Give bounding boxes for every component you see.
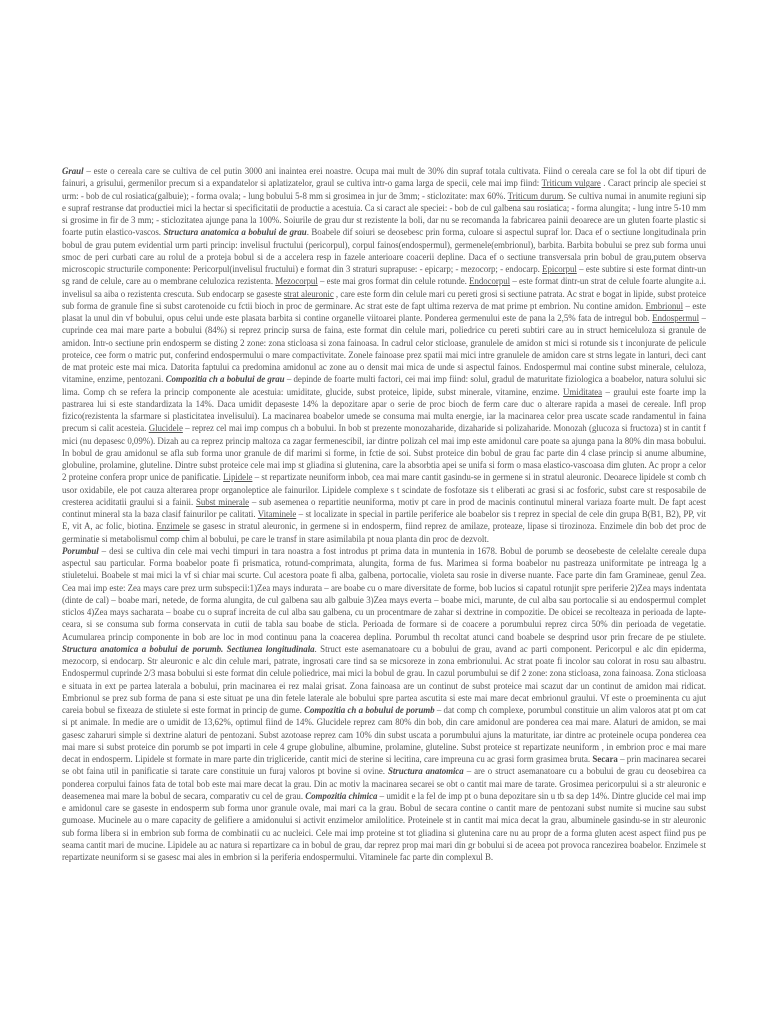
section-heading: Structura anatomica a bobului de porumb. Sectiunea longitudinala: [62, 643, 315, 654]
body-text: – cuprinde cea mai mare parte a bobului (84%) si reprez princip sursa de faina, este format din celule mari, poliedrice cu pereti subtiri care au in struct hemiceluloza si granule de amidon. Intr-o sectiune prin endosperm se disting 2 zone: zona sticloasa si zona fainoasa. In cadrul celor sticloase, granulele de amidon st mici si rotunde sis t inconjurate de pelicule proteice, cee form o matric put, conferind endospermului o mare compactivitate. Zonele fainoase prez spatii mai mici intre granulele de amidon care st strns legate in lanturi, deci cant de mat proteic este mai mica. Datorita faptului ca predomina amidonul ac zone au o densit mai mica de unde si aspectul fainos. Endospermul mai contine subst minerale, celuloza, vitamine, enzime, pentozani.: [62, 313, 706, 385]
term-label: Lipidele: [223, 472, 253, 483]
section-heading: Compozitia ch a bobului de porumb: [304, 705, 435, 715]
body-text: – st repartizate neuniform inbob, cea mai mare cantit gasindu-se in germene si in stratul aleuronic. Deoarece lipidele st comb ch usor oxidabile, ele pot cauza alterarea propr organoleptice ale fainurilor. Lipidele complexe s t scindate de fosfotaze sis t eliberati ac grasi si ac fosforic, subst care st resposabile de cresterea aciditatii graului si a fainii.: [62, 472, 706, 507]
section-heading: Structura anatomica a bobului de grau: [163, 227, 307, 238]
body-text: – dat comp ch complexe, porumbul constituie un alim valoros atat pt om cat si pt animale. In medie are o umidit de 13,62%, optimul fiind de 14%. Glucidele reprez cam 80% din bob, din care amidonul are ponderea cea mai mare. Alaturi de amidon, se mai gasesc zaharuri simple si dextrine alaturi de pentozani. Subst azotoase reprez cam 10% din subst uscata a porumbului ajuns la maturitate, iar dintre ac proteinele ocupa ponderea cea mai mare si subst proteice din porumb se pot imparti in cele 4 grupe globuline, albumine, prolamine, gluteline. Subst proteice st repartizate neuniform , in embrion proc e mai mare decat in endosperm. Lipidele st formate in mare parte din trigliceride, cantit mici de sterine si lecitina, care impreuna cu ac grasi form grasimea bruta.: [62, 705, 706, 764]
term-label: Endocorpul: [469, 276, 511, 287]
body-text: – prin macinarea secarei se obt faina util in panificatie si tarate care constituie un furaj valoros pt bovine si ovine.: [62, 754, 706, 777]
paragraph: [62, 165, 706, 545]
term-label: Subst minerale: [195, 496, 250, 507]
term-label: Glucidele: [148, 423, 183, 434]
term-label: Mezocorpul: [275, 276, 318, 287]
term-label: Enzimele: [156, 521, 190, 532]
body-text: – este o cereala care se cultiva de cel putin 3000 ani inaintea erei noastre. Ocupa mai mult de 30% din supraf totala cultivata. Fiind o cereala care se fol la obt dif tipuri de fainuri, a grisului, germenilor precum si a expandatelor si aplatizatelor, graul se cultiva intr-o gama larga de specii, cele mai imp fiind:: [62, 166, 706, 189]
body-text: se gasesc in stratul aleuronic, in germene si in endosperm, fiind reprez de amilaze, proteaze, lipase si tirozinoza. Enzimele din bob det proc de germinatie si metabolismul comp chim al bobului, pe care le transf in stare asimilabila pt noua planta din proc de dezvolt.: [62, 521, 706, 544]
body-text: . Caract princip ale speciei st urm: - bob de cul rosiatica(galbuie); - forma ovala; - lung bobului 5-8 mm si grosimea in jur de 3mm; - sticlozitate: max 60%.: [62, 178, 706, 201]
body-text: – depinde de foarte multi factori, cei mai imp fiind: solul, gradul de maturitate fiziologica a boabelor, natura solului sic lima. Comp ch se refera la princip componente ale acestuia: umiditate, glucide, subst proteice, lipide, subst minerale, vitamine, enzime.: [62, 374, 706, 397]
term-label: Endospermul: [652, 313, 700, 323]
term-label: Vitaminele: [257, 509, 297, 519]
body-text: – umidit e la fel de imp pt o buna depozitare sin u tb sa dep 14%. Dintre glucide cel mai imp e amidonul care se gaseste in endosperm sub forma unor granule ovale, mai mari ca la grau. Bobul de secara contine o cantit mare de pentozani subst numite si mucine sau subst gumoase. Mucinele au o mare capacity de gelifiere a amidonului si activit enzimelor amilolitice. Proteinele st in cantit mai mica decat la grau, albuminele gasindu-se in str aleuronic sub forma libera si in embrion sub forma de combinatii cu ac nucleici. Cele mai imp proteine st tot gliadina si glutenina care nu au propr de a forma gluten acest aspect fiind pus pe seama cantit mari de mucine. Lipidele au ac natura si repartizare ca in bobul de grau, dar reprez prop mai mari din gr bobului si de aceea pot provoca rancezirea boabelor. Enzimele st repartizate neuniform si se gasesc mai ales in embrion si la periferia endospermului. Vitaminele fac parte din complexul B.: [62, 790, 706, 862]
body-text: – are o struct asemanatoare cu a bobului de grau cu deosebirea ca ponderea corpului fainos fata de total bob este mai mare decat la grau. Din ac motiv la macinarea secarei se obt o cantit mai mare de tarate. Grosimea pericorpului si a str aleuronic e deasemenea mai mare la bobul de secara, comparativ cu cel de grau.: [62, 766, 706, 801]
term-label: Epicorpul: [542, 264, 577, 274]
body-text: – st localizate in special in partile periferice ale boabelor sis t reprez in special de cele din grupa B(B1, B2), PP, vit E, vit A, ac folic, biotina.: [62, 509, 706, 532]
section-heading: Compozitia chimica: [305, 790, 378, 801]
term-label: Embrionul: [645, 300, 684, 311]
section-heading: Porumbul: [62, 545, 99, 556]
body-text: – sub asemenea o repartitie neuniforma, motiv pt care in prod de macinis continutul mineral variaza foarte mult. De fapt acest continut mineral sta la baza clasif fainurilor pe calitati.: [62, 496, 706, 519]
document-page: [62, 165, 706, 985]
section-heading: Graul: [62, 166, 84, 176]
body-text: – desi se cultiva din cele mai vechi timpuri in tara noastra a fost introdus pt prima data in muntenia in 1678. Bobul de porumb se deosebeste de celelalte cereale dupa aspectul sau particular. Forma boabelor poate fi prismatica, rotund-comprimata, alungita, forma de fus. Marimea si forma boabelor nu pastreaza uniformitate pe intreaga lg a stiuletelui. Boabele st mai mici la vf si chiar mai scurte. Cul acestora poate fi alba, galbena, portocalie, violeta sau rosie in diverse nuante. Face parte din fam Gramineae, genul Zea. Cea mai imp este: Zea mays care prez urm subspecii:1)Zea mays indurata – are boabe cu o mare diversitate de forme, bob lucios si capatul rotunjit spre periferie 2)Zea mays indentata (dinte de cal) – boabe mari, netede, de forma alungita, de cul galbena sau alb galbuie 3)Zea mays everta – boabe mici, marunte, de cul alba sau portocalie si au endospermul complet sticlos 4)Zea mays sacharata – boabe cu o supraf increita de cul alba sau galbena, cu un procentmare de zahar si dextrine in compozitie. De obicei se recolteaza in perioada de lapte-ceara, si se consuma sub forma conservata in cutii de tabla sau boabe de sticla. Perioada de formare si de coacere a porumbului reprez circa 50% din perioada de vegetatie. Acumularea princip componente in bob are loc in mod continuu pana la coacerea deplina. Porumbul th recoltat atunci cand boabele se desprind usor prin frecare de pe stiulete.: [62, 545, 706, 642]
term-label: Umiditatea: [563, 386, 603, 397]
term-label: strat aleuronic: [283, 288, 334, 299]
body-text: – graului este foarte imp la pastrarea lui si este standardizata la 14%. Daca umidit depaseste 14% la depozitare apar o serie de proc bioch de ferm care duc o alterare rapida a masei de cereale. Infl prop fizico(rezistenta la sfarmare si plasticitatea invelisului). La macinarea boabelor umede se consuma mai multa energie, iar la macinarea celor prea uscate scade randamentul in faina precum si calit acesteia.: [62, 386, 706, 434]
paragraph: [62, 545, 706, 864]
body-text: – este subtire si este format dintr-un sg rand de celule, care au o membrane celulozica rezistenta.: [62, 264, 706, 287]
body-text: – este mai gros format din celule rotunde.: [317, 276, 470, 287]
body-text: . Se cultiva numai in anumite regiuni sip e supraf restranse dat productiei mici la hectar si specificitatii de productie a acestuia. Ca si caract ale speciei: - bob de cul galbena sau rosiatica; - forma alungita; - lung intre 5-10 mm si grosime in fir de 3 mm; - sticlozitatea ajunge pana la 100%. Soiurile de grau dur st rezistente la boli, dar nu se recomanda la fabricarea painii deoarece are un gluten foarte plastic si foarte putin elastico-vascos.: [62, 190, 706, 238]
section-heading: Structura anatomica: [387, 766, 464, 777]
section-heading: Compozitia ch a bobului de grau: [165, 374, 285, 385]
body-text: – este plasat la unul din vf bobului, opus celui unde este plasata barbita si contine organelle viitoarei plante. Ponderea germenului este de pana la 2,5% fata de intregul bob.: [62, 300, 706, 323]
term-label: Triticum durum: [507, 190, 564, 201]
body-text: – reprez cel mai imp compus ch a bobului. In bob st prezente monozaharide, dizaharide si polizaharide. Monozah (glucoza si fructoza) st in cantit f mici (nu depasesc 0,09%). Dizah au ca reprez princip maltoza ca zagar fermenescibil, iar dintre polizah cel mai imp este amidonul care poate sa ajunga pana la 80% din masa bobului. In bobul de grau amidonul se afla sub forma unor granule de dif marimi si forme, in fctie de soi. Subst proteice din bobul de grau fac parte din 4 clase princip si anume albumine, globuline, prolamine, gluteline. Dintre subst proteice cele mai imp st gliadina si glutenina, care la absorbtia apei se unifa si form o masa elastico-vascoasa dim gluten. Ac propr a celor 2 proteine confera propr unice de panificatie.: [62, 423, 706, 483]
body-text: . Struct este asemanatoare cu a bobului de grau, avand ac parti component. Pericorpul e alc din epiderma, mezocorp, si endocarp. Str aleuronic e alc din celule mari, patrate, ingrosati care tind sa se micsoreze in zona embrionului. Ac strat poate fi incolor sau colorat in rosu sau albastru. Endospermul cuprinde 2/3 masa bobului si este format din celule poliedrice, mai mici la bobul de grau. In cazul porumbului se dif 2 zone: zona sticloasa, zona fainoasa. Zona sticloasa e situata in ext pe partea laterala a bobului, prin macinarea ei rez malai grisat. Zona fainoasa are un continut de subst proteice mai scazut dar un continut de amidon mai ridicat. Embrionul se prez sub forma de pana si este situat pe una din fetele laterale ale bobului spre partea ascutita si este mai mare decat embrionul graului. Vf este o proeminenta cu ajut careia bobul se fixeaza de stiulete si este format in princip de gume.: [62, 643, 706, 715]
term-label: Triticum vulgare: [541, 178, 601, 189]
body-text: – este format dintr-un strat de celule foarte alungite a.i. invelisul sa aiba o rezistenta crescuta. Sub endocarp se gaseste: [62, 276, 706, 299]
body-text: , care este form din celule mari cu pereti grosi si sectiune patrata. Ac strat e bogat in lipide, subst proteice sub forma de granule fine si subst carotenoide cu fctii bioch in proc de germinare. Ac strat este de fapt ultima rezerva de mat prime pt embrion. Nu contine amidon.: [62, 288, 706, 311]
body-text: . Boabele dif soiuri se deosebesc prin forma, culoare si aspectul supraf lor. Daca ef o sectiune longitudinala prin bobul de grau putem evidential urm parti princip: invelisul fructului (pericorpul), corpul fainos(endospermul), germenele(embrionul), barbita. Barbita bobului se prez sub forma unui smoc de peri curbati care au rolul de a proteja bobul si de a accelera resp in fazele anterioare coacerii depline. Daca ef o sectiune transversala prin bobul de grau,putem observa microscopic structurile componente: Pericorpul(invelisul fructului) e format din 3 straturi suprapuse: - epicarp; - mezocorp; - endocarp.: [62, 227, 706, 274]
section-heading: Secara: [592, 754, 618, 764]
